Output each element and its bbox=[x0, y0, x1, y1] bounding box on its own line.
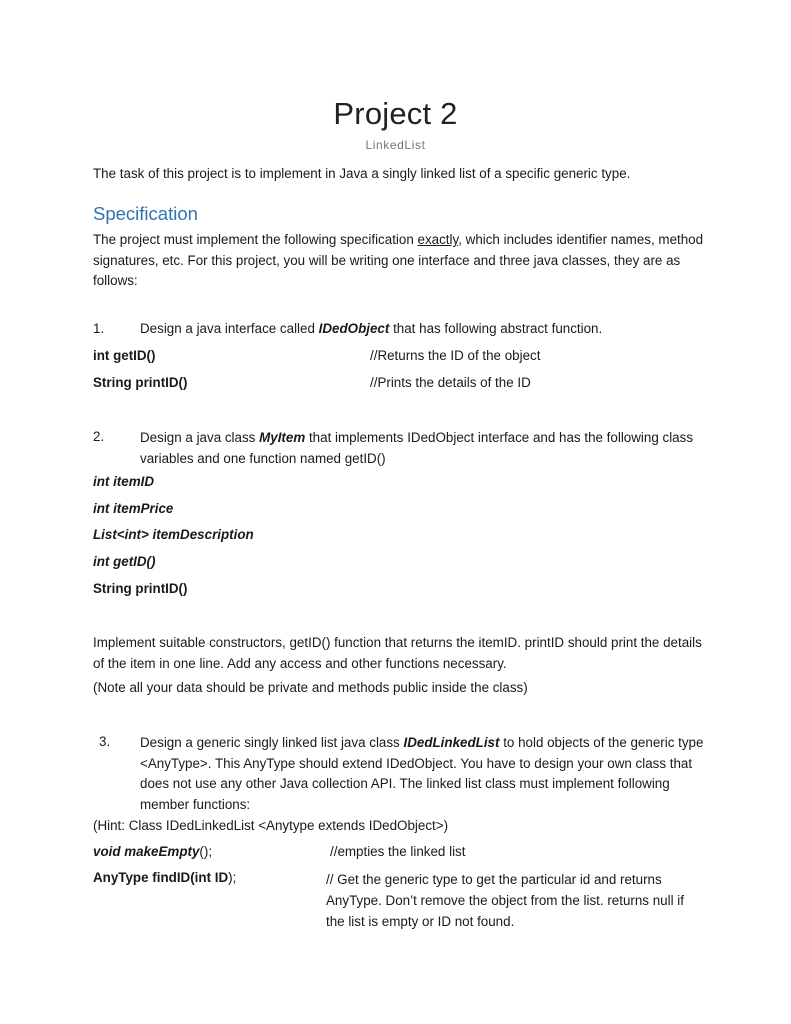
item-2-text-before: Design a java class bbox=[140, 430, 260, 445]
page-title: Project 2 bbox=[333, 96, 458, 131]
spec-text-2: , which includes identifier names, method signatures, etc. For this project, you will be writing one interface and three java classes, they are as follows: bbox=[93, 232, 704, 288]
item-3-method-1-comment: //empties the linked list bbox=[330, 844, 466, 859]
intro-text: The task of this project is to implement in Java a singly linked list of a specific generic type. bbox=[93, 166, 631, 181]
item-2-member: String printID() bbox=[93, 581, 188, 596]
item-1-method-1-signature: int getID() bbox=[93, 348, 156, 363]
item-1-text-before: Design a java interface called bbox=[140, 321, 319, 336]
item-2-member: int getID() bbox=[93, 554, 156, 569]
item-3-method-1-rest: (); bbox=[199, 844, 213, 859]
item-3-method-2 bbox=[93, 870, 236, 885]
item-3-name: IDedLinkedList bbox=[403, 735, 500, 750]
item-2-text-after: that implements IDedObject interface and has the following class variables and one function named getID() bbox=[140, 430, 694, 466]
item-1-method-1-comment: //Returns the ID of the object bbox=[370, 348, 541, 363]
item-2-number: 2. bbox=[93, 429, 105, 444]
item-1-number: 1. bbox=[93, 321, 105, 336]
item-1-text bbox=[140, 321, 602, 336]
page-subtitle: LinkedList bbox=[365, 138, 426, 152]
specification-paragraph bbox=[93, 230, 713, 292]
item-3-text bbox=[140, 733, 710, 815]
item-2-member: int itemID bbox=[93, 474, 155, 489]
spec-text-underlined: exactly bbox=[417, 232, 459, 247]
item-3-method-1 bbox=[93, 844, 212, 859]
spec-text-1: The project must implement the following specification bbox=[93, 232, 418, 247]
item-3-method-2-name: AnyType findID(int ID bbox=[93, 870, 229, 885]
item-3-method-2-comment: // Get the generic type to get the particular id and returns AnyType. Don’t remove the object from the list. returns null if the list is empty or ID not found. bbox=[326, 872, 684, 929]
item-1-method-2-signature: String printID() bbox=[93, 375, 188, 390]
item-3-hint: (Hint: Class IDedLinkedList <Anytype extends IDedObject>) bbox=[93, 818, 449, 833]
item-2-note-1: Implement suitable constructors, getID() function that returns the itemID. printID should print the details of the item in one line. Add any access and other functions necessary. bbox=[93, 635, 702, 671]
item-2-text bbox=[140, 428, 710, 469]
item-2-member: List<int> itemDescription bbox=[93, 527, 254, 542]
item-2-name: MyItem bbox=[259, 430, 306, 445]
item-3-number: 3. bbox=[99, 734, 111, 749]
item-1-method-2-comment: //Prints the details of the ID bbox=[370, 375, 531, 390]
item-1-text-after: that has following abstract function. bbox=[389, 321, 603, 336]
item-3-text-after: to hold objects of the generic type <AnyType>. This AnyType should extend IDedObject. You have to design your own class that does not use any other Java collection API. The linked list class must implement following member functions: bbox=[140, 735, 704, 812]
section-heading-specification: Specification bbox=[93, 203, 198, 224]
item-1-name: IDedObject bbox=[318, 321, 390, 336]
item-2-note-2: (Note all your data should be private and methods public inside the class) bbox=[93, 680, 528, 695]
item-3-method-2-rest: ); bbox=[228, 870, 237, 885]
item-3-text-before: Design a generic singly linked list java class bbox=[140, 735, 404, 750]
item-3-method-1-name: void makeEmpty bbox=[93, 844, 200, 859]
item-2-member: int itemPrice bbox=[93, 501, 174, 516]
